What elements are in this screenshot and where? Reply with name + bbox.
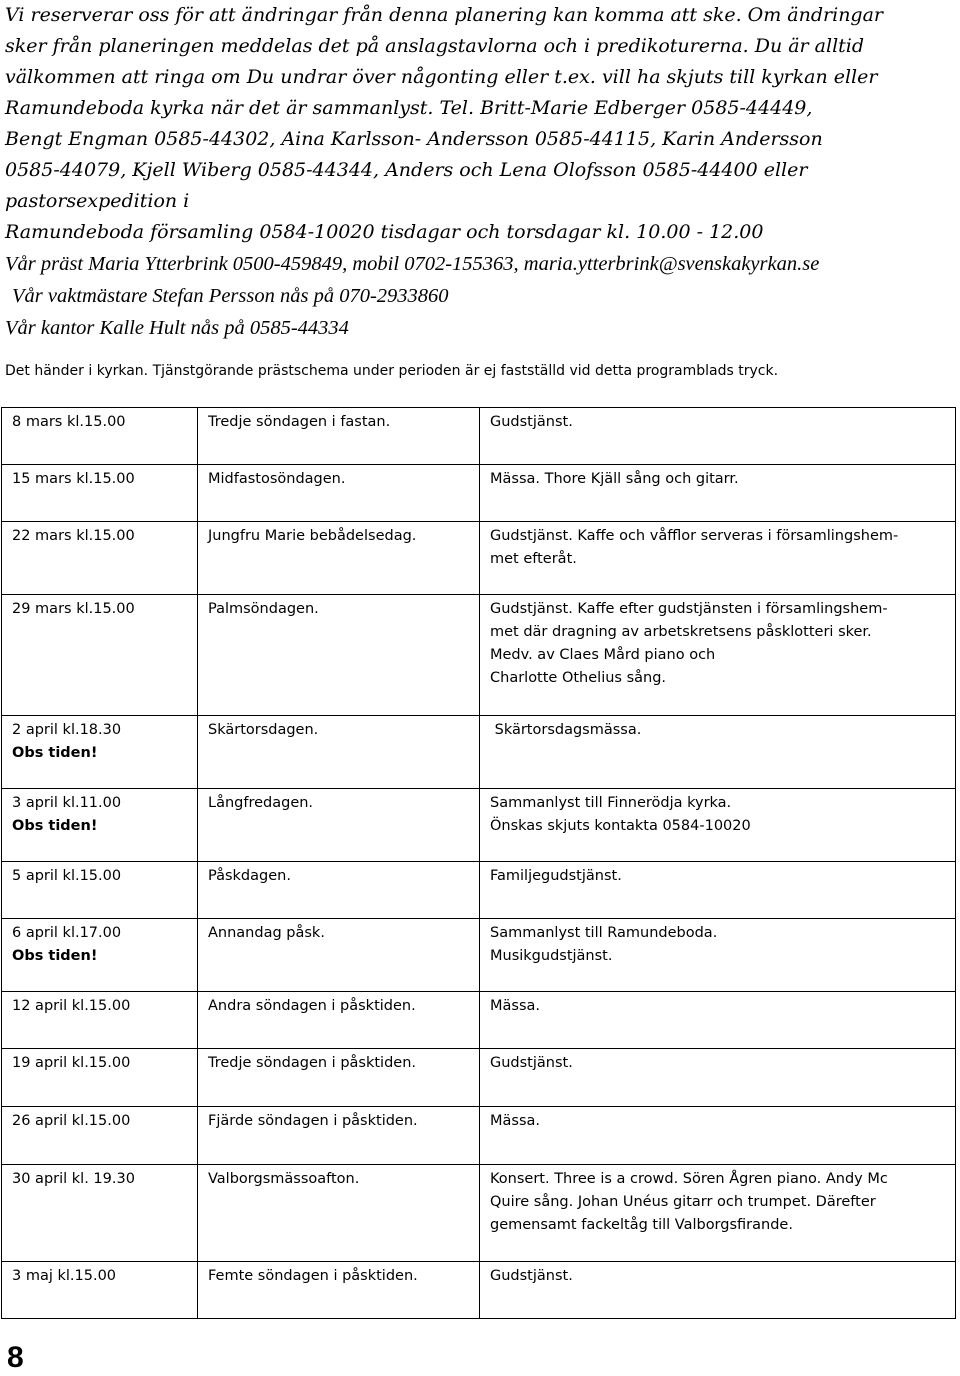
schedule-table-wrap — [1, 407, 956, 1319]
details-cell — [480, 1165, 956, 1262]
table-row — [2, 465, 956, 522]
intro-line: sker från planeringen meddelas det på anslagstavlorna och i predikoturerna. Du är alltid — [5, 35, 865, 57]
occasion-cell — [198, 1049, 480, 1107]
date-cell — [2, 1165, 198, 1262]
occasion-cell — [198, 1107, 480, 1165]
schedule-table — [1, 407, 956, 1319]
occasion-cell — [198, 522, 480, 595]
date-text: 29 mars kl.15.00 — [12, 601, 135, 617]
occasion-text: Långfredagen. — [208, 795, 314, 811]
date-cell — [2, 465, 198, 522]
details-line: Mässa. — [490, 1113, 540, 1129]
details-cell — [480, 919, 956, 992]
date-cell — [2, 992, 198, 1049]
occasion-text: Palmsöndagen. — [208, 601, 319, 617]
occasion-text: Femte söndagen i påsktiden. — [208, 1268, 418, 1284]
occasion-cell — [198, 919, 480, 992]
date-text: 26 april kl.15.00 — [12, 1113, 131, 1129]
details-line: Mässa. — [490, 998, 540, 1014]
date-text: 5 april kl.15.00 — [12, 868, 122, 884]
occasion-text: Fjärde söndagen i påsktiden. — [208, 1113, 418, 1129]
date-text: 12 april kl.15.00 — [12, 998, 131, 1014]
details-line: Sammanlyst till Ramundeboda. — [490, 925, 718, 941]
occasion-cell — [198, 1165, 480, 1262]
details-line: Musikgudstjänst. — [490, 948, 613, 964]
intro-line: Vi reserverar oss för att ändringar från denna planering kan komma att ske. Om ändringar — [5, 4, 883, 26]
details-line: met efteråt. — [490, 551, 577, 567]
occasion-text: Valborgsmässoafton. — [208, 1171, 360, 1187]
details-cell — [480, 522, 956, 595]
date-cell — [2, 1049, 198, 1107]
caretaker-contact: Vår vaktmästare Stefan Persson nås på 070-2933860 — [12, 285, 449, 307]
date-text: 22 mars kl.15.00 — [12, 528, 135, 544]
details-line: gemensamt fackeltåg till Valborgsfirande. — [490, 1217, 793, 1233]
page-number: 8 — [7, 1341, 24, 1374]
details-line: Konsert. Three is a crowd. Sören Ågren piano. Andy Mc — [490, 1171, 888, 1187]
occasion-text: Tredje söndagen i påsktiden. — [208, 1055, 416, 1071]
details-cell — [480, 465, 956, 522]
details-line: Sammanlyst till Finnerödja kyrka. — [490, 795, 732, 811]
intro-line: Ramundeboda församling 0584-10020 tisdagar och torsdagar kl. 10.00 - 12.00 — [5, 221, 764, 243]
details-cell — [480, 1049, 956, 1107]
date-text: 30 april kl. 19.30 — [12, 1171, 135, 1187]
details-line: Familjegudstjänst. — [490, 868, 622, 884]
intro-line: Bengt Engman 0585-44302, Aina Karlsson- Andersson 0585-44115, Karin Andersson — [5, 128, 823, 150]
table-row — [2, 992, 956, 1049]
date-cell — [2, 862, 198, 919]
date-text: 3 maj kl.15.00 — [12, 1268, 117, 1284]
priest-contact: Vår präst Maria Ytterbrink 0500-459849, mobil 0702-155363, maria.ytterbrink@svenskakyrkan.se — [5, 253, 820, 275]
table-row — [2, 1049, 956, 1107]
table-row — [2, 408, 956, 465]
table-row — [2, 716, 956, 789]
clergy-contacts — [5, 248, 955, 344]
schedule-body — [2, 408, 956, 1319]
date-cell — [2, 1262, 198, 1319]
details-cell — [480, 408, 956, 465]
date-text: 8 mars kl.15.00 — [12, 414, 126, 430]
occasion-cell — [198, 595, 480, 716]
intro-line: 0585-44079, Kjell Wiberg 0585-44344, Anders och Lena Olofsson 0585-44400 eller pastorsexpedition i — [5, 159, 808, 212]
details-cell — [480, 992, 956, 1049]
details-line: Gudstjänst. — [490, 414, 573, 430]
details-cell — [480, 789, 956, 862]
table-row — [2, 1165, 956, 1262]
details-line: Charlotte Othelius sång. — [490, 670, 667, 686]
details-line: Gudstjänst. Kaffe efter gudstjänsten i församlingshem- — [490, 601, 888, 617]
details-line: Önskas skjuts kontakta 0584-10020 — [490, 818, 751, 834]
occasion-text: Tredje söndagen i fastan. — [208, 414, 391, 430]
details-line: Medv. av Claes Mård piano och — [490, 647, 716, 663]
details-line: Mässa. Thore Kjäll sång och gitarr. — [490, 471, 739, 487]
table-row — [2, 1262, 956, 1319]
obs-note: Obs tiden! — [12, 818, 98, 834]
occasion-cell — [198, 862, 480, 919]
occasion-cell — [198, 789, 480, 862]
date-text: 15 mars kl.15.00 — [12, 471, 135, 487]
details-cell — [480, 1262, 956, 1319]
details-cell — [480, 1107, 956, 1165]
occasion-cell — [198, 716, 480, 789]
intro-line: Ramundeboda kyrka när det är sammanlyst. Tel. Britt-Marie Edberger 0585-44449, — [5, 97, 813, 119]
intro-line: välkommen att ringa om Du undrar över någonting eller t.ex. vill ha skjuts till kyrkan eller — [5, 66, 878, 88]
section-heading: Det händer i kyrkan. Tjänstgörande prästschema under perioden är ej fastställd vid detta programblads tryck. — [5, 363, 779, 379]
occasion-cell — [198, 1262, 480, 1319]
table-row — [2, 789, 956, 862]
table-row — [2, 919, 956, 992]
table-row — [2, 522, 956, 595]
occasion-text: Jungfru Marie bebådelsedag. — [208, 528, 417, 544]
intro-text — [5, 0, 955, 248]
date-cell — [2, 408, 198, 465]
table-row — [2, 862, 956, 919]
details-line: met där dragning av arbetskretsens påsklotteri sker. — [490, 624, 872, 640]
table-row — [2, 1107, 956, 1165]
occasion-text: Annandag påsk. — [208, 925, 325, 941]
occasion-cell — [198, 408, 480, 465]
details-cell — [480, 862, 956, 919]
date-text: 3 april kl.11.00 — [12, 795, 122, 811]
date-cell — [2, 595, 198, 716]
date-cell — [2, 1107, 198, 1165]
details-cell — [480, 595, 956, 716]
details-line: Quire sång. Johan Unéus gitarr och trumpet. Därefter — [490, 1194, 876, 1210]
occasion-text: Midfastosöndagen. — [208, 471, 346, 487]
details-line: Gudstjänst. — [490, 1268, 573, 1284]
occasion-text: Påskdagen. — [208, 868, 291, 884]
occasion-cell — [198, 992, 480, 1049]
details-line: Gudstjänst. — [490, 1055, 573, 1071]
details-cell — [480, 716, 956, 789]
date-cell — [2, 919, 198, 992]
occasion-text: Andra söndagen i påsktiden. — [208, 998, 416, 1014]
date-text: 19 april kl.15.00 — [12, 1055, 131, 1071]
details-line: Skärtorsdagsmässa. — [490, 722, 642, 738]
obs-note: Obs tiden! — [12, 745, 98, 761]
table-row — [2, 595, 956, 716]
details-line: Gudstjänst. Kaffe och våfflor serveras i församlingshem- — [490, 528, 899, 544]
occasion-text: Skärtorsdagen. — [208, 722, 319, 738]
obs-note: Obs tiden! — [12, 948, 98, 964]
date-text: 2 april kl.18.30 — [12, 722, 122, 738]
cantor-contact: Vår kantor Kalle Hult nås på 0585-44334 — [5, 317, 349, 339]
date-cell — [2, 522, 198, 595]
date-text: 6 april kl.17.00 — [12, 925, 122, 941]
date-cell — [2, 716, 198, 789]
date-cell — [2, 789, 198, 862]
occasion-cell — [198, 465, 480, 522]
